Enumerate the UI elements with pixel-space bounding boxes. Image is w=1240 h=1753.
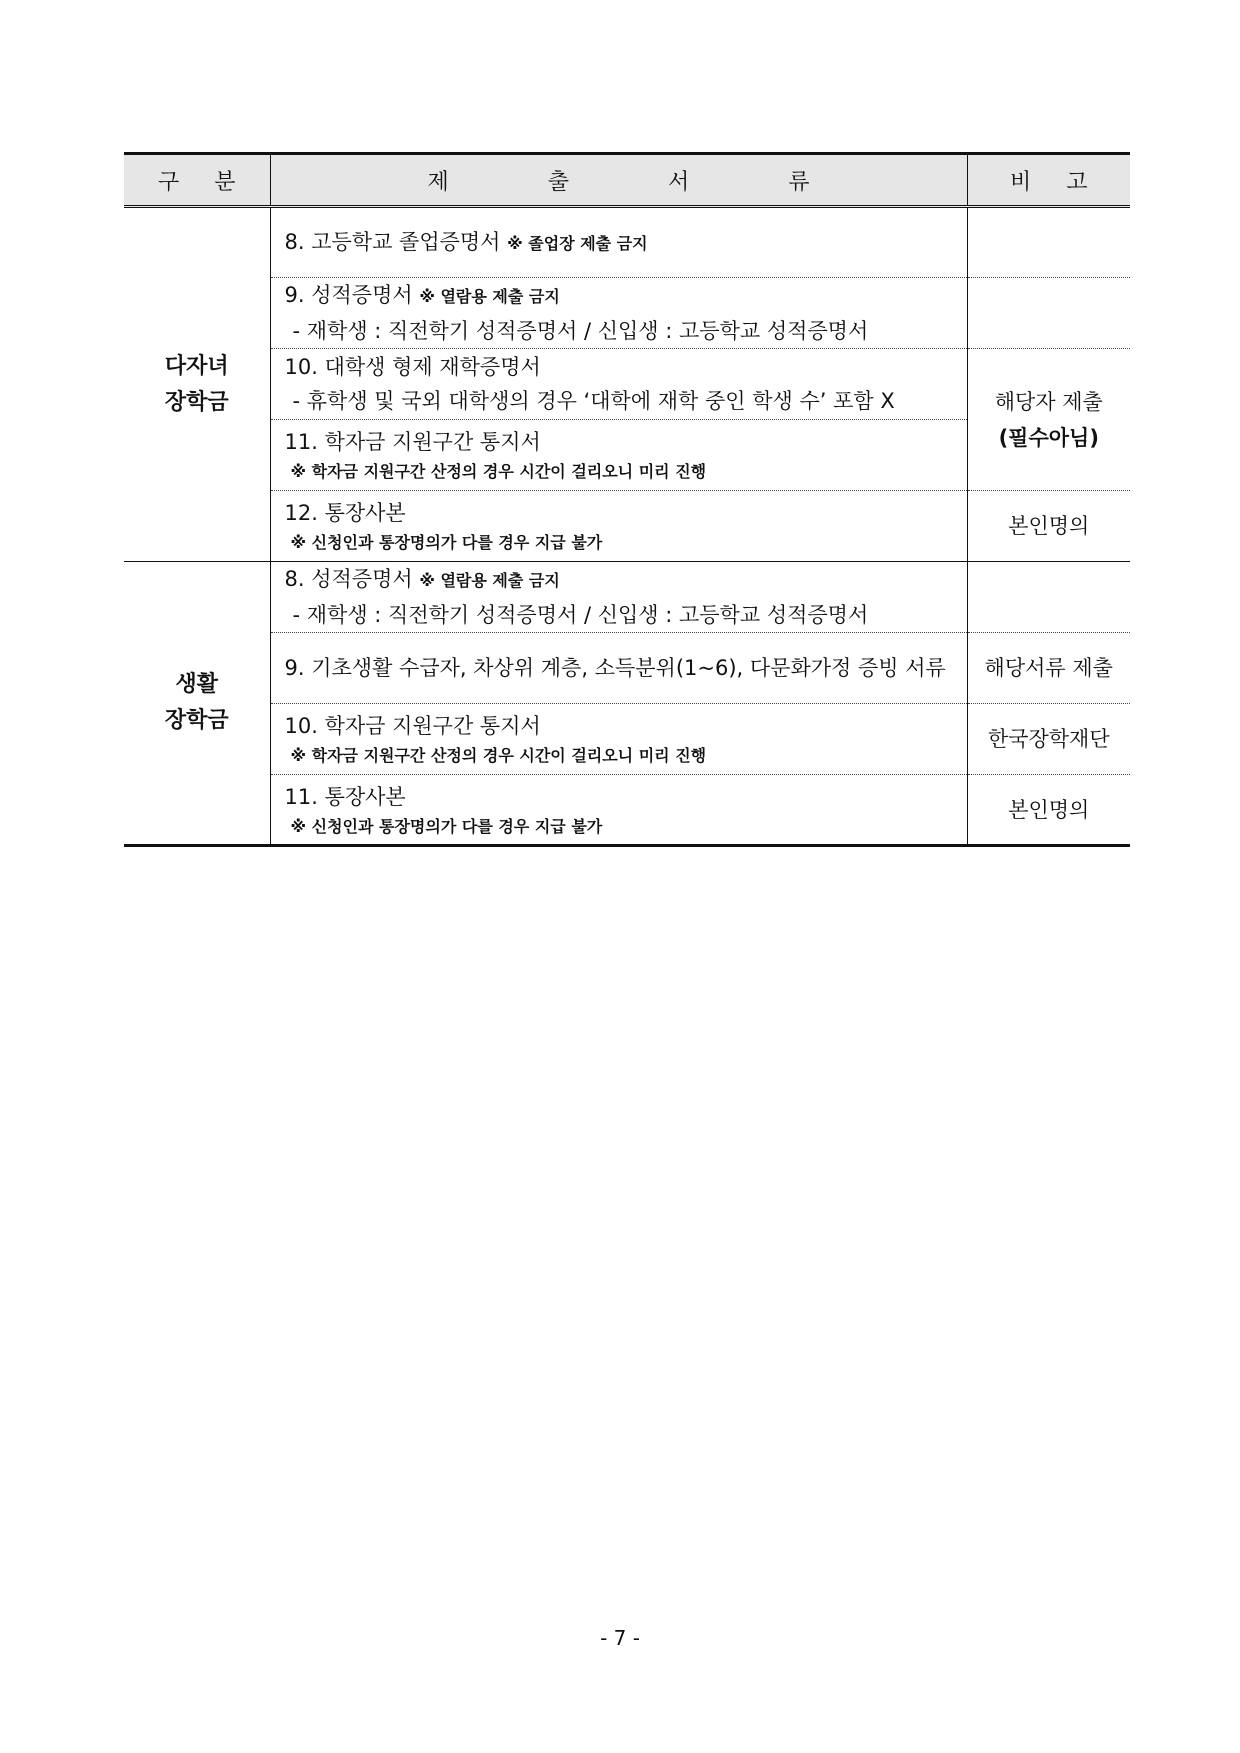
remark-cell [967, 562, 1130, 633]
remark-text: 본인명의 [1008, 514, 1090, 538]
remark-text: 한국장학재단 [987, 727, 1110, 751]
table-row [124, 278, 1130, 349]
document-cell [270, 633, 967, 704]
page-number: - 7 - [600, 1626, 640, 1650]
remark-cell [967, 775, 1130, 846]
category-cell-multichild [124, 207, 270, 562]
header-remarks: 비 고 [967, 154, 1130, 207]
document-note: ※ 학자금 지원구간 산정의 경우 시간이 걸리오니 미리 진행 [290, 746, 707, 765]
document-title: 9. 성적증명서 [284, 283, 413, 307]
document-subtext: - 휴학생 및 국외 대학생의 경우 ‘대학에 재학 중인 학생 수’ 포함 X [292, 389, 895, 413]
document-cell [270, 562, 967, 633]
category-line: 장학금 [164, 389, 229, 415]
document-title: 8. 고등학교 졸업증명서 [284, 229, 501, 254]
table-row [124, 562, 1130, 633]
document-cell [270, 491, 967, 562]
header-documents: 제 출 서 류 [270, 154, 967, 207]
remark-cell [967, 704, 1130, 775]
document-title: 10. 학자금 지원구간 통지서 [284, 714, 541, 738]
document-cell [270, 278, 967, 349]
category-line: 생활 [175, 672, 218, 697]
document-title: 11. 통장사본 [284, 784, 406, 809]
document-cell [270, 704, 967, 775]
table-header-row [124, 154, 1130, 207]
document-note: ※ 열람용 제출 금지 [419, 287, 560, 306]
document-note: ※ 학자금 지원구간 산정의 경우 시간이 걸리오니 미리 진행 [290, 462, 707, 481]
document-note: ※ 신청인과 통장명의가 다를 경우 지급 불가 [290, 816, 603, 836]
remark-cell [967, 491, 1130, 562]
submission-documents-table [124, 152, 1130, 847]
remark-cell [967, 633, 1130, 704]
table-row [124, 207, 1130, 278]
table-row [124, 349, 1130, 420]
table-row [124, 633, 1130, 704]
table-row [124, 704, 1130, 775]
document-cell [270, 349, 967, 420]
remark-text: 본인명의 [1008, 797, 1090, 822]
document-cell [270, 775, 967, 846]
document-note: ※ 졸업장 제출 금지 [507, 233, 648, 253]
document-subtext: - 재학생 : 직전학기 성적증명서 / 신입생 : 고등학교 성적증명서 [292, 603, 869, 627]
document-note: ※ 열람용 제출 금지 [419, 571, 560, 590]
document-note: ※ 신청인과 통장명의가 다를 경우 지급 불가 [290, 533, 603, 552]
document-cell [270, 420, 967, 491]
document-title: 11. 학자금 지원구간 통지서 [284, 430, 541, 454]
remark-cell [967, 278, 1130, 349]
document-title: 10. 대학생 형제 재학증명서 [284, 355, 541, 379]
document-title: 9. 기초생활 수급자, 차상위 계층, 소득분위(1~6), 다문화가정 증빙 서류 [284, 656, 946, 680]
category-line: 장학금 [164, 708, 229, 733]
remark-cell [967, 349, 1130, 491]
document-title: 12. 통장사본 [284, 501, 406, 525]
table-row [124, 775, 1130, 846]
document-subtext: - 재학생 : 직전학기 성적증명서 / 신입생 : 고등학교 성적증명서 [292, 319, 869, 343]
header-category: 구 분 [124, 154, 270, 207]
document-title: 8. 성적증명서 [284, 567, 413, 591]
category-line: 다자녀 [164, 353, 229, 379]
remark-text: 해당자 제출 [994, 389, 1103, 414]
remark-cell [967, 207, 1130, 278]
remark-text: 해당서류 제출 [984, 656, 1113, 680]
table-row [124, 491, 1130, 562]
category-cell-living [124, 562, 270, 846]
remark-text: (필수아님) [998, 425, 1099, 450]
document-cell [270, 207, 967, 278]
